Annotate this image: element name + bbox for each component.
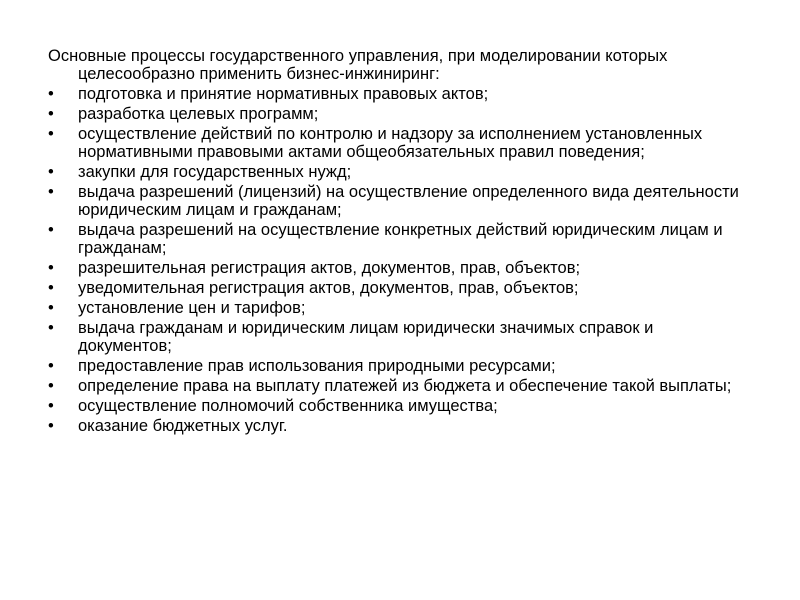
list-item-text: осуществление действий по контролю и надзору за исполнением установленных нормативными правовыми актами общеобязательных правил поведения;: [78, 125, 703, 161]
bullet-icon: •: [48, 85, 54, 103]
list-item: [48, 259, 750, 277]
list-item-text: выдача разрешений (лицензий) на осуществление определенного вида деятельности юридическим лицам и гражданам;: [78, 183, 739, 219]
list-item-text: закупки для государственных нужд;: [78, 163, 352, 181]
intro-line-2: целесообразно применить бизнес-инжиниринг:: [78, 65, 440, 83]
list-item-text: уведомительная регистрация актов, документов, прав, объектов;: [78, 279, 579, 297]
list-item: [48, 397, 750, 415]
bullet-icon: •: [48, 377, 54, 395]
list-item-text: определение права на выплату платежей из бюджета и обеспечение такой выплаты;: [78, 377, 732, 395]
list-item-text: осуществление полномочий собственника имущества;: [78, 397, 498, 415]
bullet-icon: •: [48, 221, 54, 239]
list-item: [48, 183, 750, 219]
process-list: [48, 85, 760, 435]
list-item-text: оказание бюджетных услуг.: [78, 417, 288, 435]
bullet-icon: •: [48, 279, 54, 297]
list-item: [48, 221, 750, 257]
list-item-text: выдача гражданам и юридическим лицам юридически значимых справок и документов;: [78, 319, 654, 355]
intro-line-1: Основные процессы государственного управления, при моделировании которых: [48, 47, 668, 65]
bullet-icon: •: [48, 299, 54, 317]
list-item-text: подготовка и принятие нормативных правовых актов;: [78, 85, 489, 103]
list-item: [48, 279, 750, 297]
bullet-icon: •: [48, 357, 54, 375]
list-item: [48, 125, 750, 161]
list-item-text: выдача разрешений на осуществление конкретных действий юридическим лицам и гражданам;: [78, 221, 723, 257]
list-item: [48, 417, 750, 435]
list-item-text: установление цен и тарифов;: [78, 299, 306, 317]
bullet-icon: •: [48, 259, 54, 277]
list-item: [48, 105, 750, 123]
bullet-icon: •: [48, 183, 54, 201]
list-item: [48, 377, 750, 395]
list-item-text: предоставление прав использования природными ресурсами;: [78, 357, 556, 375]
list-item: [48, 163, 750, 181]
list-item: [48, 299, 750, 317]
bullet-icon: •: [48, 125, 54, 143]
bullet-icon: •: [48, 105, 54, 123]
list-item: [48, 319, 750, 355]
bullet-icon: •: [48, 163, 54, 181]
list-item-text: разработка целевых программ;: [78, 105, 319, 123]
intro-paragraph: [48, 47, 728, 83]
bullet-icon: •: [48, 319, 54, 337]
list-item: [48, 85, 750, 103]
bullet-icon: •: [48, 397, 54, 415]
list-item-text: разрешительная регистрация актов, документов, прав, объектов;: [78, 259, 581, 277]
bullet-icon: •: [48, 417, 54, 435]
list-item: [48, 357, 750, 375]
